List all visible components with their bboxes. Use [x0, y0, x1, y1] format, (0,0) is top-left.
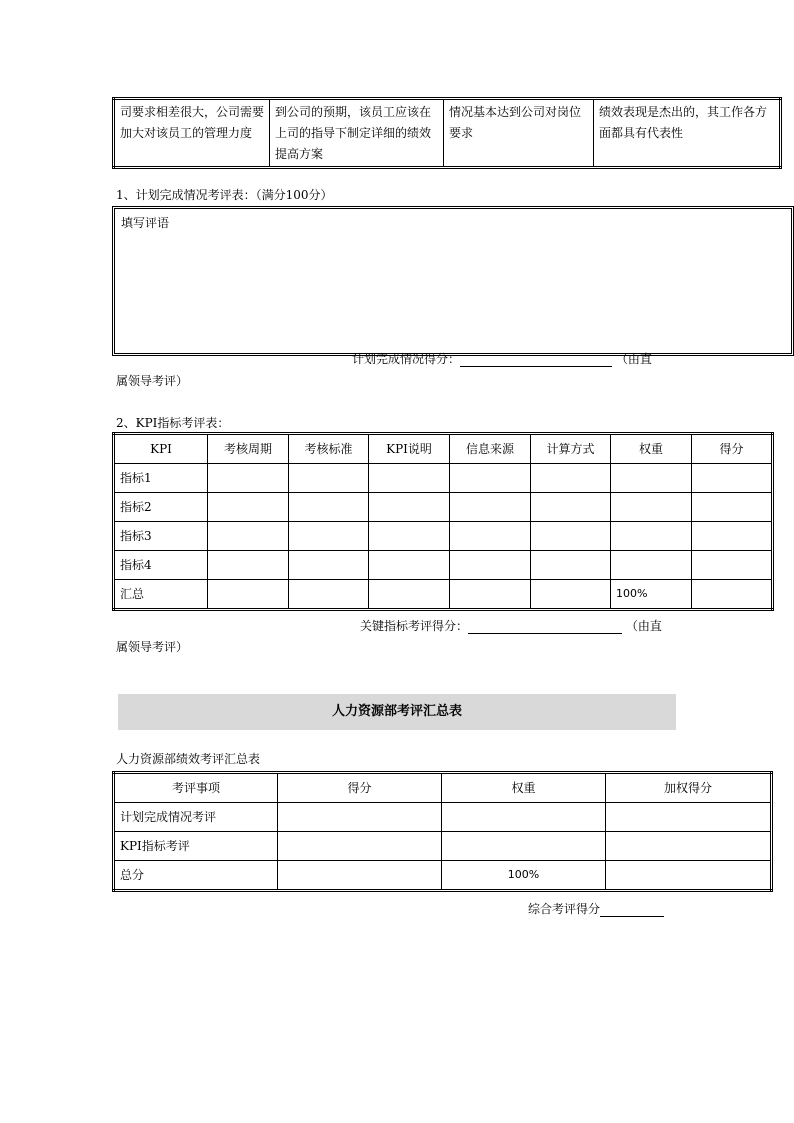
- table-row: [114, 803, 772, 832]
- table-row: [114, 551, 773, 580]
- hr-col-header: 权重: [442, 773, 606, 803]
- kpi-cell[interactable]: [208, 580, 289, 610]
- hr-row-label: 总分: [114, 861, 278, 891]
- kpi-total-weight: 100%: [611, 580, 692, 610]
- kpi-cell[interactable]: [289, 464, 369, 493]
- kpi-cell[interactable]: [450, 464, 531, 493]
- hr-cell[interactable]: [606, 832, 772, 861]
- kpi-col-header: KPI说明: [369, 434, 450, 464]
- comment-label: 填写评语: [121, 216, 170, 230]
- hr-total-weight: 100%: [442, 861, 606, 891]
- table-header-row: [114, 434, 773, 464]
- kpi-col-header: KPI: [114, 434, 208, 464]
- kpi-cell[interactable]: [369, 522, 450, 551]
- kpi-note-cont: 属领导考评）: [116, 640, 189, 654]
- hr-cell[interactable]: [442, 803, 606, 832]
- hr-row-label: KPI指标考评: [114, 832, 278, 861]
- kpi-score-line: [360, 617, 662, 634]
- table-row: [114, 522, 773, 551]
- table-row: [114, 99, 781, 168]
- hr-cell[interactable]: [606, 803, 772, 832]
- kpi-row-label: 指标2: [114, 493, 208, 522]
- kpi-row-label: 指标3: [114, 522, 208, 551]
- kpi-cell[interactable]: [208, 493, 289, 522]
- kpi-cell[interactable]: [692, 493, 773, 522]
- kpi-row-label: 指标1: [114, 464, 208, 493]
- kpi-cell[interactable]: [692, 580, 773, 610]
- kpi-cell[interactable]: [611, 464, 692, 493]
- kpi-col-header: 权重: [611, 434, 692, 464]
- kpi-cell[interactable]: [208, 464, 289, 493]
- kpi-cell[interactable]: [208, 551, 289, 580]
- kpi-cell[interactable]: [611, 493, 692, 522]
- kpi-cell[interactable]: [369, 464, 450, 493]
- plan-comment-box[interactable]: [112, 206, 794, 356]
- hr-cell[interactable]: [278, 832, 442, 861]
- kpi-cell[interactable]: [289, 551, 369, 580]
- rating-cell-4: 绩效表现是杰出的，其工作各方面都具有代表性: [594, 99, 781, 168]
- kpi-score-blank[interactable]: [468, 619, 622, 634]
- hr-row-label: 计划完成情况考评: [114, 803, 278, 832]
- kpi-cell[interactable]: [369, 493, 450, 522]
- plan-note-suffix: （由直: [615, 352, 652, 366]
- kpi-cell[interactable]: [369, 551, 450, 580]
- hr-col-header: 加权得分: [606, 773, 772, 803]
- final-score-line: [528, 900, 664, 917]
- kpi-col-header: 计算方式: [531, 434, 611, 464]
- kpi-cell[interactable]: [289, 522, 369, 551]
- plan-score-line: [352, 350, 652, 367]
- hr-banner: 人力资源部考评汇总表: [118, 694, 676, 730]
- rating-cell-2: 到公司的预期，该员工应该在上司的指导下制定详细的绩效提高方案: [270, 99, 444, 168]
- kpi-note-suffix: （由直: [625, 619, 662, 633]
- kpi-cell[interactable]: [289, 580, 369, 610]
- table-row: [114, 580, 773, 610]
- table-row: [114, 464, 773, 493]
- kpi-cell[interactable]: [531, 522, 611, 551]
- rating-cell-1: 司要求相差很大，公司需要加大对该员工的管理力度: [114, 99, 270, 168]
- hr-col-header: 得分: [278, 773, 442, 803]
- kpi-col-header: 考核标准: [289, 434, 369, 464]
- kpi-cell[interactable]: [692, 522, 773, 551]
- kpi-cell[interactable]: [289, 493, 369, 522]
- table-row: [114, 493, 773, 522]
- hr-cell[interactable]: [278, 861, 442, 891]
- kpi-col-header: 得分: [692, 434, 773, 464]
- hr-cell[interactable]: [442, 832, 606, 861]
- kpi-cell[interactable]: [611, 522, 692, 551]
- kpi-cell[interactable]: [450, 493, 531, 522]
- hr-col-header: 考评事项: [114, 773, 278, 803]
- kpi-table: [112, 432, 774, 611]
- kpi-cell[interactable]: [692, 464, 773, 493]
- plan-note-cont: 属领导考评）: [116, 374, 189, 388]
- final-score-label: 综合考评得分: [528, 902, 601, 916]
- kpi-cell[interactable]: [692, 551, 773, 580]
- rating-cell-3: 情况基本达到公司对岗位要求: [444, 99, 594, 168]
- kpi-cell[interactable]: [531, 493, 611, 522]
- plan-score-label: 计划完成情况得分：: [352, 352, 461, 366]
- kpi-heading: 2、KPI指标考评表：: [116, 416, 230, 430]
- hr-caption: 人力资源部绩效考评汇总表: [116, 752, 261, 766]
- kpi-score-label: 关键指标考评得分：: [360, 619, 469, 633]
- hr-summary-table: [112, 771, 773, 892]
- table-header-row: [114, 773, 772, 803]
- kpi-cell[interactable]: [450, 551, 531, 580]
- kpi-cell[interactable]: [450, 522, 531, 551]
- kpi-cell[interactable]: [450, 580, 531, 610]
- kpi-cell[interactable]: [531, 580, 611, 610]
- kpi-col-header: 信息来源: [450, 434, 531, 464]
- kpi-cell[interactable]: [611, 551, 692, 580]
- hr-cell[interactable]: [278, 803, 442, 832]
- plan-heading: 1、计划完成情况考评表：（满分100分）: [116, 188, 333, 202]
- kpi-cell[interactable]: [531, 464, 611, 493]
- kpi-col-header: 考核周期: [208, 434, 289, 464]
- kpi-row-label: 指标4: [114, 551, 208, 580]
- plan-score-blank[interactable]: [460, 352, 612, 367]
- hr-cell[interactable]: [606, 861, 772, 891]
- rating-table: [112, 97, 782, 169]
- table-row: [114, 832, 772, 861]
- kpi-cell[interactable]: [208, 522, 289, 551]
- kpi-row-label: 汇总: [114, 580, 208, 610]
- kpi-cell[interactable]: [531, 551, 611, 580]
- kpi-cell[interactable]: [369, 580, 450, 610]
- final-score-blank[interactable]: [600, 902, 664, 917]
- table-row: [114, 861, 772, 891]
